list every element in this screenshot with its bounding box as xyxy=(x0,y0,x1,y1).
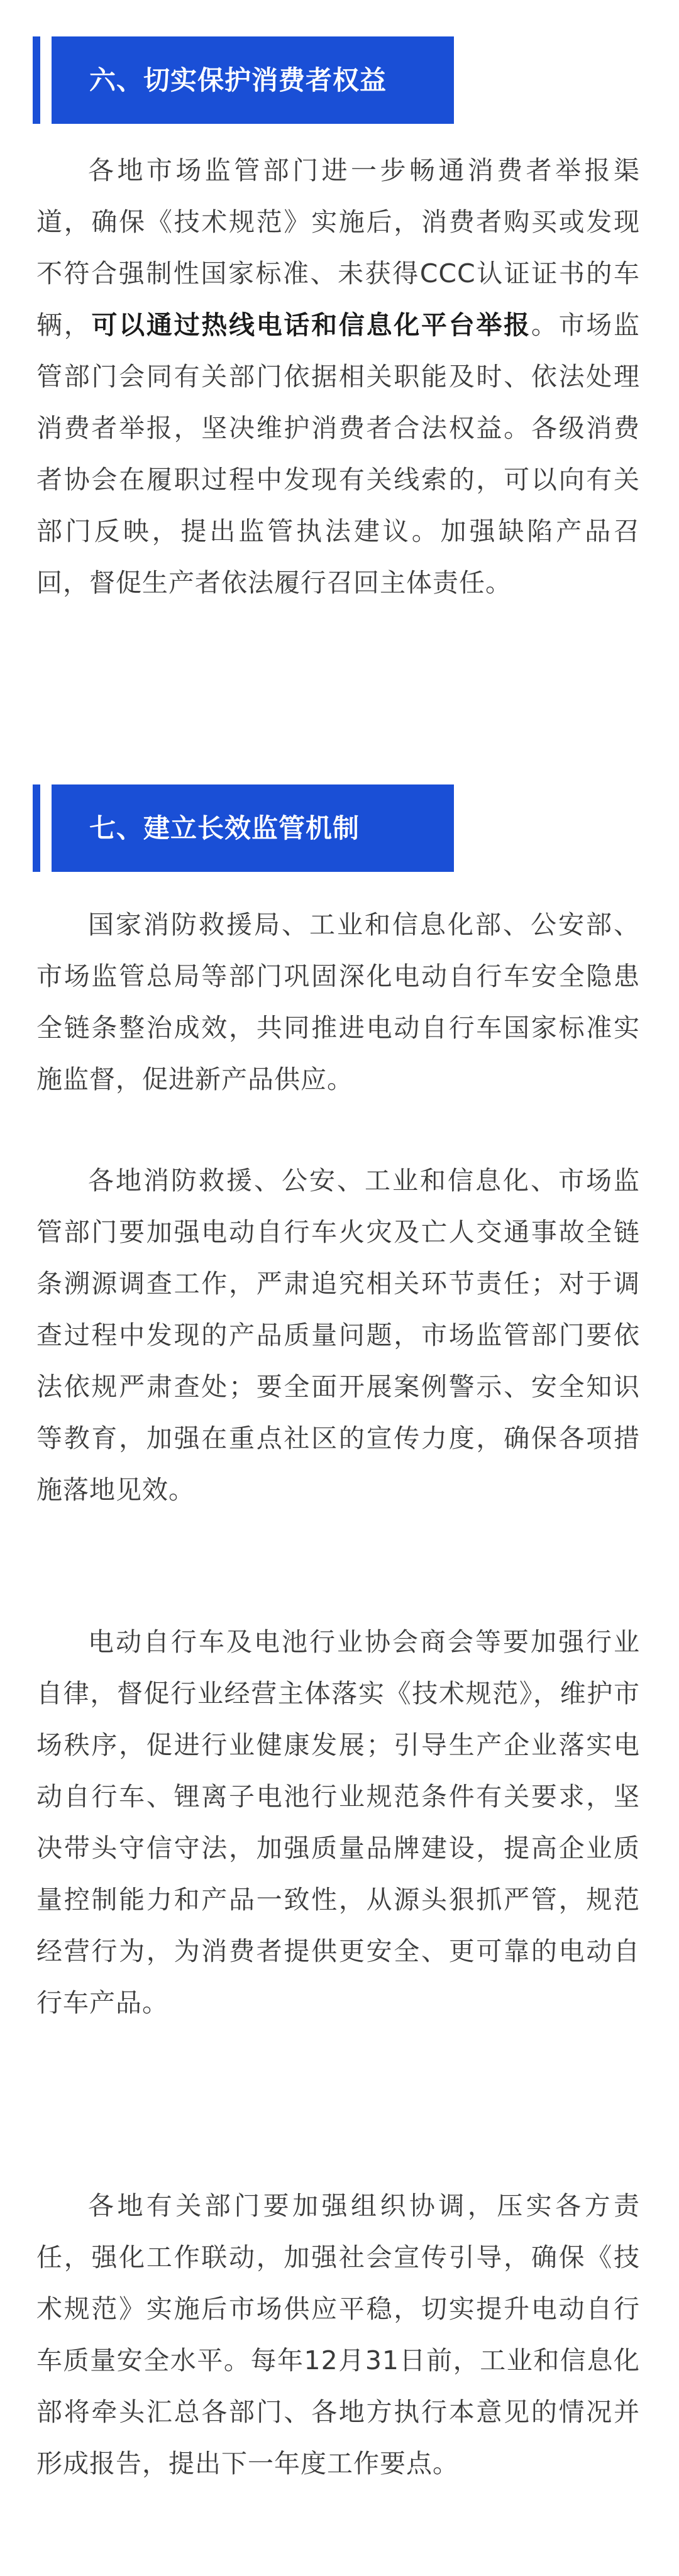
section-six-accent-bar xyxy=(33,36,40,124)
section-six-header xyxy=(33,36,454,124)
section-seven-paragraph-1: 国家消防救援局、工业和信息化部、公安部、市场监管总局等部门巩固深化电动自行车安全隐患全链条整治成效，共同推进电动自行车国家标准实施监督，促进新产品供应。 xyxy=(36,910,640,1094)
paragraph-bold-text: 可以通过热线电话和信息化平台举报 xyxy=(91,310,531,340)
section-seven-accent-bar xyxy=(33,784,40,872)
section-seven-paragraph-2: 各地消防救援、公安、工业和信息化、市场监管部门要加强电动自行车火灾及亡人交通事故全链条溯源调查工作，严肃追究相关环节责任；对于调查过程中发现的产品质量问题，市场监管部门要依法依规严肃查处；要全面开展案例警示、安全知识等教育，加强在重点社区的宣传力度，确保各项措施落地见效。 xyxy=(36,1165,640,1505)
section-seven-title: 七、建立长效监管机制 xyxy=(52,784,454,872)
paragraph-text: 。市场监管部门会同有关部门依据相关职能及时、依法处理消费者举报，坚决维护消费者合法权益。各级消费者协会在履职过程中发现有关线索的，可以向有关部门反映，提出监管执法建议。加强缺陷产品召回，督促生产者依法履行召回主体责任。 xyxy=(36,310,641,598)
section-six-title: 六、切实保护消费者权益 xyxy=(52,36,454,124)
section-seven-header xyxy=(33,784,454,872)
section-seven-paragraph-3: 电动自行车及电池行业协会商会等要加强行业自律，督促行业经营主体落实《技术规范》，维护市场秩序，促进行业健康发展；引导生产企业落实电动自行车、锂离子电池行业规范条件有关要求，坚决带头守信守法，加强质量品牌建设，提高企业质量控制能力和产品一致性，从源头狠抓严管，规范经营行为，为消费者提供更安全、更可靠的电动自行车产品。 xyxy=(36,1627,640,2018)
paragraph-text: 各地市场监管部门进一步畅通消费者举报渠道，确保《技术规范》实施后，消费者购买或发现不符合强制性国家标准、未获得CCC认证证书的车辆， xyxy=(36,155,640,340)
section-seven-paragraph-4: 各地有关部门要加强组织协调，压实各方责任，强化工作联动，加强社会宣传引导，确保《技术规范》实施后市场供应平稳，切实提升电动自行车质量安全水平。每年12月31日前，工业和信息化部将牵头汇总各部门、各地方执行本意见的情况并形成报告，提出下一年度工作要点。 xyxy=(36,2191,640,2479)
section-six-paragraph xyxy=(36,145,640,608)
